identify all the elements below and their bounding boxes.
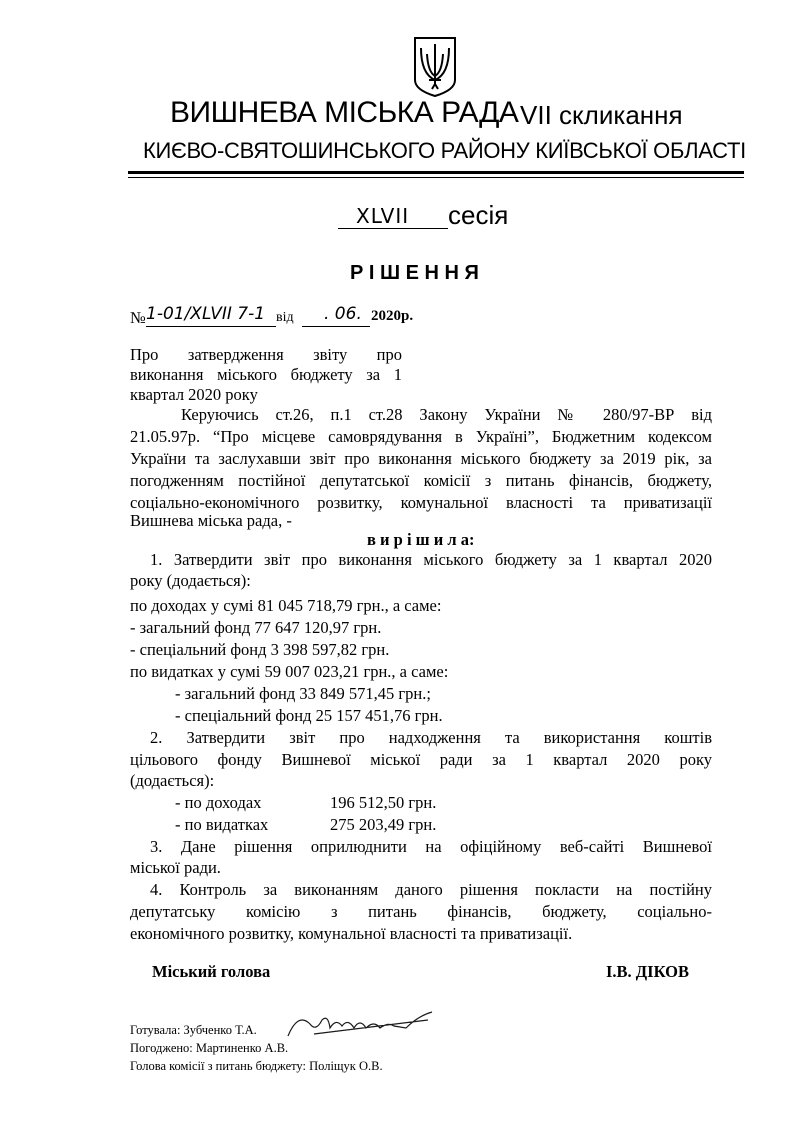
decision-number-underline xyxy=(146,326,276,327)
target-expense-label: - по видатках xyxy=(175,815,269,834)
signature-name: І.В. ДІКОВ xyxy=(606,962,689,981)
session-underline xyxy=(338,228,448,229)
subject-line: квартал 2020 року xyxy=(130,385,258,404)
session-label: сесія xyxy=(448,200,509,230)
footer-head: Голова комісії з питань бюджету: Поліщук О.В. xyxy=(130,1059,383,1073)
income-special-fund: - спеціальний фонд 3 398 597,82 грн. xyxy=(130,640,390,659)
item-1-line: 1. Затвердити звіт про виконання міського бюджету за 1 квартал 2020 xyxy=(150,550,712,569)
preamble-line: погодженням постійної депутатської комісії з питань фінансів, бюджету, xyxy=(130,471,712,490)
income-general-fund: - загальний фонд 77 647 120,97 грн. xyxy=(130,618,382,637)
doc-title: Р І Ш Е Н Н Я xyxy=(350,262,479,284)
target-income-label: - по доходах xyxy=(175,793,262,812)
preamble-line: Керуючись ст.26, п.1 ст.28 Закону України № 280/97-ВР від xyxy=(181,405,712,424)
item-4-line: депутатську комісію з питань фінансів, бюджету, соціально- xyxy=(130,902,712,921)
convocation: VII скликання xyxy=(520,100,683,130)
expense-general-fund: - загальний фонд 33 849 571,45 грн.; xyxy=(175,684,431,703)
item-2-line: 2. Затвердити звіт про надходження та використання коштів xyxy=(150,728,712,747)
preamble-line: Вишнева міська рада, - xyxy=(130,511,292,530)
coat-of-arms-icon xyxy=(413,36,457,98)
decision-date: . 06. xyxy=(324,304,362,324)
decision-year: 2020р. xyxy=(371,308,414,324)
expense-total: по видатках у сумі 59 007 023,21 грн., а саме: xyxy=(130,662,449,681)
subject-line: виконання міського бюджету за 1 xyxy=(130,365,402,384)
district-name: КИЄВО-СВЯТОШИНСЬКОГО РАЙОНУ КИЇВСЬКОЇ ОБЛАСТІ xyxy=(143,138,746,163)
council-name: ВИШНЕВА МІСЬКА РАДА xyxy=(170,96,519,129)
item-1-line: року (додається): xyxy=(130,571,251,590)
item-4-line: економічного розвитку, комунальної власності та приватизації. xyxy=(130,924,573,943)
footer-agreed: Погоджено: Мартиненко А.В. xyxy=(130,1041,289,1055)
handwritten-signature xyxy=(282,1006,442,1046)
preamble-line: соціально-економічного розвитку, комунальної власності та приватизації xyxy=(130,493,712,512)
preamble-line: 21.05.97р. “Про місцеве самоврядування в Україні”, Бюджетним кодексом xyxy=(130,427,712,446)
header-rule-thin xyxy=(128,177,744,178)
signature-title: Міський голова xyxy=(152,962,271,981)
decision-no-prefix: № xyxy=(130,308,146,327)
target-expense-value: 275 203,49 грн. xyxy=(330,815,437,834)
subject-line: Про затвердження звіту про xyxy=(130,345,402,364)
income-total: по доходах у сумі 81 045 718,79 грн., а саме: xyxy=(130,596,442,615)
expense-special-fund: - спеціальний фонд 25 157 451,76 грн. xyxy=(175,706,443,725)
item-4-line: 4. Контроль за виконанням даного рішення покласти на постійну xyxy=(150,880,712,899)
item-2-line: цільового фонду Вишневої міської ради за 1 квартал 2020 року xyxy=(130,750,712,769)
target-income-value: 196 512,50 грн. xyxy=(330,793,437,812)
item-2-line: (додається): xyxy=(130,771,215,790)
header-rule-thick xyxy=(128,171,744,174)
item-3-line: 3. Дане рішення оприлюднити на офіційному веб-сайті Вишневої xyxy=(150,837,712,856)
footer-prepared: Готувала: Зубченко Т.А. xyxy=(130,1023,257,1037)
decision-date-underline xyxy=(302,326,370,327)
session-number: XLVII xyxy=(356,204,410,228)
preamble-line: України та заслухавши звіт про виконання міського бюджету за 2019 рік, за xyxy=(130,449,712,468)
decision-from-label: від xyxy=(276,310,294,325)
item-3-line: міської ради. xyxy=(130,858,221,877)
decided-heading: в и р і ш и л а: xyxy=(367,530,475,549)
decision-number: 1-01/XLVII 7-1 xyxy=(146,304,266,324)
